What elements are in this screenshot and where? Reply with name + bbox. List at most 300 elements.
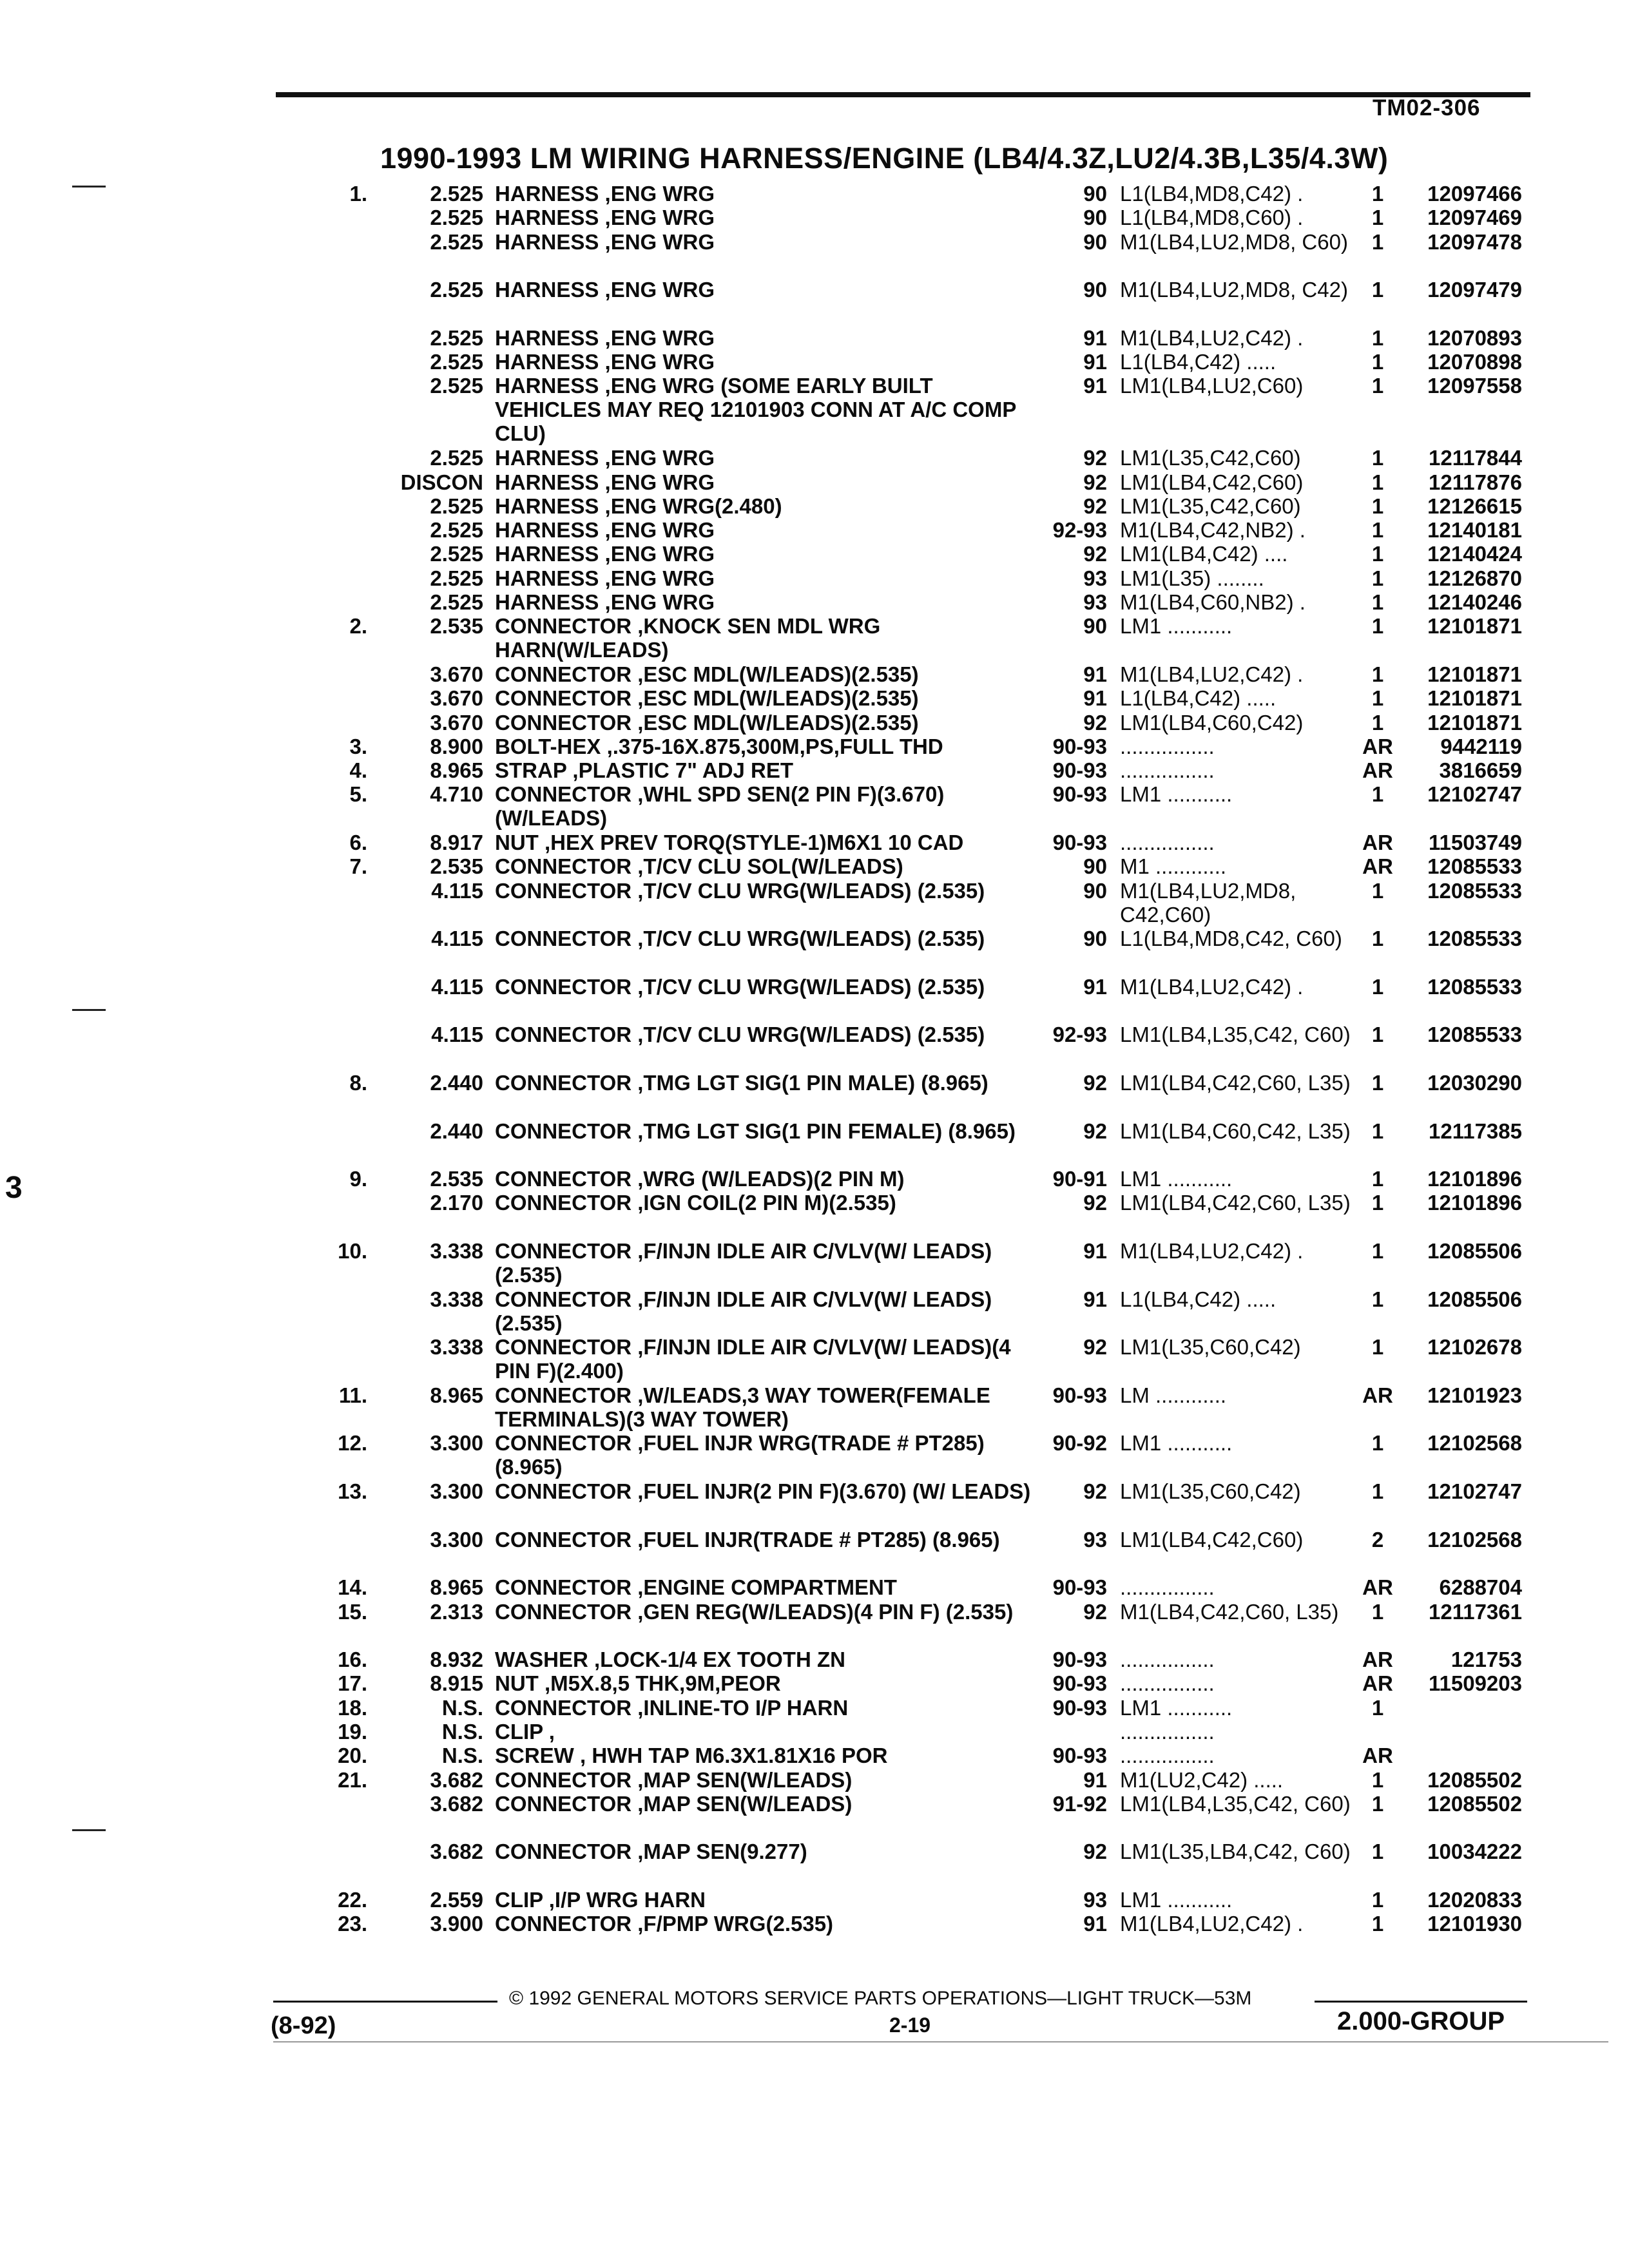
part-number: 12030290 — [1427, 1070, 1522, 1095]
model-usage: M1(LB4,LU2,C42) . — [1120, 1239, 1304, 1264]
part-description — [495, 590, 1043, 614]
group-number: 2.525 — [430, 590, 483, 615]
item-number: 2. — [349, 614, 367, 639]
header-rule — [276, 92, 1530, 97]
part-number: 12102568 — [1427, 1431, 1522, 1456]
part-description — [495, 711, 1043, 735]
part-detail: ,MAP SEN(W/LEADS) — [637, 1791, 853, 1816]
part-number: 12097466 — [1427, 182, 1522, 206]
table-row — [0, 831, 1629, 854]
model-year: 90-93 — [1052, 1744, 1107, 1768]
part-description — [495, 1600, 1043, 1624]
model-usage: M1(LB4,LU2,MD8, C42) — [1120, 278, 1348, 302]
model-usage: LM1(L35,C60,C42) — [1120, 1335, 1301, 1360]
part-description — [495, 1768, 1043, 1792]
model-year: 91 — [1083, 662, 1107, 686]
table-row — [0, 1600, 1629, 1648]
item-number: 13. — [338, 1479, 367, 1504]
model-year: 92 — [1083, 494, 1107, 518]
model-year: 90 — [1083, 878, 1107, 903]
model-year: 90-92 — [1052, 1431, 1107, 1456]
model-usage: LM1(L35,C42,C60) — [1120, 446, 1301, 470]
part-name: CONNECTOR — [495, 1287, 632, 1311]
part-name: HARNESS — [495, 206, 599, 230]
part-description — [495, 566, 1043, 590]
model-usage: ................ — [1120, 758, 1215, 783]
model-usage: L1(LB4,MD8,C60) . — [1120, 206, 1304, 230]
model-year: 91 — [1083, 350, 1107, 374]
table-row — [0, 1648, 1629, 1671]
model-year: 90-93 — [1052, 1383, 1107, 1407]
part-number: 12085506 — [1427, 1239, 1522, 1264]
part-description — [495, 542, 1043, 566]
part-name: CLIP — [495, 1888, 543, 1912]
quantity: 1 — [1371, 974, 1384, 999]
model-year: 91 — [1083, 974, 1107, 999]
model-usage: M1(LB4,LU2,C42) . — [1120, 974, 1304, 999]
quantity: 1 — [1371, 590, 1384, 615]
table-row — [0, 735, 1629, 758]
group-number: 4.710 — [430, 782, 483, 807]
table-row — [0, 1575, 1629, 1599]
model-usage: ................ — [1120, 1575, 1215, 1600]
model-usage: M1(LB4,LU2,MD8, C60) — [1120, 229, 1348, 254]
item-number: 18. — [338, 1695, 367, 1720]
model-year: 90 — [1083, 927, 1107, 951]
part-detail: ,KNOCK SEN MDL WRG HARN(W/LEADS) — [495, 614, 881, 662]
model-usage: L1(LB4,C42) ..... — [1120, 1287, 1277, 1311]
part-name: CONNECTOR — [495, 1431, 632, 1456]
part-description — [495, 1431, 1043, 1479]
part-name: CONNECTOR — [495, 1023, 632, 1047]
part-name: CONNECTOR — [495, 1070, 632, 1095]
part-description — [495, 1792, 1043, 1816]
quantity: 1 — [1371, 1023, 1384, 1047]
part-name: CONNECTOR — [495, 1575, 632, 1600]
group-number: 8.965 — [430, 758, 483, 783]
part-description — [495, 1888, 1043, 1912]
table-row — [0, 1671, 1629, 1695]
table-row — [0, 1768, 1629, 1792]
part-name: HARNESS — [495, 182, 599, 206]
part-name: CONNECTOR — [495, 782, 632, 807]
item-number: 19. — [338, 1720, 367, 1744]
table-row — [0, 1720, 1629, 1744]
model-usage: M1(LB4,LU2,C42) . — [1120, 1912, 1304, 1936]
part-detail: , HWH TAP M6.3X1.81X16 POR — [580, 1744, 888, 1768]
table-row — [0, 975, 1629, 1023]
quantity: 1 — [1371, 494, 1384, 518]
model-usage: M1(LB4,C42,NB2) . — [1120, 518, 1306, 543]
group-number: 2.525 — [430, 566, 483, 590]
part-detail: ,HEX PREV TORQ(STYLE-1)M6X1 10 CAD — [545, 831, 964, 855]
quantity: 1 — [1371, 542, 1384, 566]
part-detail: ,T/CV CLU WRG(W/LEADS) (2.535) — [637, 878, 985, 903]
group-number: 2.525 — [430, 518, 483, 543]
quantity: 1 — [1371, 1479, 1384, 1504]
table-row — [0, 590, 1629, 614]
part-description — [495, 518, 1043, 542]
quantity: 1 — [1371, 614, 1384, 639]
model-year: 93 — [1083, 1527, 1107, 1552]
group-number: 2.525 — [430, 374, 483, 398]
table-row — [0, 470, 1629, 494]
model-year: 91 — [1083, 374, 1107, 398]
model-usage: M1(LB4,LU2,C42) . — [1120, 325, 1304, 350]
part-name: CONNECTOR — [495, 1912, 632, 1936]
model-usage: M1(LB4,C60,NB2) . — [1120, 590, 1306, 615]
part-number: 12101871 — [1427, 662, 1522, 686]
group-number: 3.670 — [430, 662, 483, 686]
part-description — [495, 470, 1043, 494]
quantity: 1 — [1371, 662, 1384, 686]
part-description — [495, 1744, 1043, 1767]
part-number: 12117385 — [1428, 1119, 1522, 1143]
part-detail: ,ENG WRG — [604, 446, 715, 470]
model-year: 90-93 — [1052, 734, 1107, 758]
part-description — [495, 1840, 1043, 1863]
group-number: 3.338 — [430, 1335, 483, 1360]
group-number: 2.559 — [430, 1888, 483, 1912]
part-description — [495, 1239, 1043, 1287]
group-number: 8.900 — [430, 734, 483, 758]
quantity: 1 — [1371, 1840, 1384, 1864]
part-number: 12126615 — [1427, 494, 1522, 518]
part-description — [495, 614, 1043, 662]
model-usage: LM1 ........... — [1120, 1431, 1233, 1456]
model-usage: LM1(L35) ........ — [1120, 566, 1264, 590]
part-description — [495, 1191, 1043, 1215]
part-name: STRAP — [495, 758, 567, 783]
group-number: 2.313 — [430, 1599, 483, 1624]
part-number: 12101896 — [1427, 1167, 1522, 1191]
table-row — [0, 350, 1629, 374]
table-row — [0, 1239, 1629, 1287]
quantity: 1 — [1371, 1912, 1384, 1936]
part-description — [495, 854, 1043, 878]
revision-date: (8-92) — [271, 2012, 336, 2039]
group-number: 2.525 — [430, 229, 483, 254]
group-number: 4.115 — [431, 974, 483, 999]
table-row — [0, 662, 1629, 686]
model-usage: ................ — [1120, 1648, 1215, 1672]
part-description — [495, 1575, 1043, 1599]
part-name: CONNECTOR — [495, 1695, 632, 1720]
model-year: 93 — [1083, 1888, 1107, 1912]
part-description — [495, 1528, 1043, 1552]
quantity: 1 — [1371, 1599, 1384, 1624]
model-usage: LM1 ........... — [1120, 1888, 1233, 1912]
item-number: 3. — [349, 734, 367, 758]
part-name: CONNECTOR — [495, 1239, 632, 1264]
item-number: 23. — [338, 1912, 367, 1936]
model-year: 90-93 — [1052, 758, 1107, 783]
group-number: 3.338 — [430, 1287, 483, 1311]
part-number: 9442119 — [1440, 734, 1522, 758]
table-row — [0, 782, 1629, 831]
model-usage: L1(LB4,MD8,C42, C60) — [1120, 927, 1342, 951]
part-number: 11509203 — [1428, 1671, 1522, 1696]
quantity: AR — [1362, 734, 1393, 758]
part-description — [495, 206, 1043, 229]
quantity: 1 — [1371, 710, 1384, 735]
part-name: CONNECTOR — [495, 662, 632, 686]
part-name: HARNESS — [495, 374, 599, 398]
table-row — [0, 206, 1629, 229]
group-number: 3.300 — [430, 1479, 483, 1504]
model-usage: LM1 ........... — [1120, 1695, 1233, 1720]
part-description — [495, 374, 1043, 445]
table-row — [0, 326, 1629, 350]
quantity: AR — [1362, 758, 1393, 783]
part-name: CONNECTOR — [495, 854, 632, 879]
group-number: 3.682 — [430, 1791, 483, 1816]
table-row — [0, 614, 1629, 662]
item-number: 21. — [338, 1767, 367, 1792]
part-detail: ,T/CV CLU WRG(W/LEADS) (2.535) — [637, 927, 985, 951]
quantity: AR — [1362, 1671, 1393, 1696]
part-detail: ,GEN REG(W/LEADS)(4 PIN F) (2.535) — [637, 1599, 1014, 1624]
group-number: 2.525 — [430, 182, 483, 206]
part-name: HARNESS — [495, 229, 599, 254]
part-number: 12085533 — [1427, 1023, 1522, 1047]
part-description — [495, 1119, 1043, 1143]
part-number: 12085533 — [1427, 854, 1522, 879]
part-detail: ,F/PMP WRG(2.535) — [637, 1912, 834, 1936]
model-year: 90-93 — [1052, 1695, 1107, 1720]
part-detail: ,FUEL INJR(TRADE # PT285) (8.965) — [637, 1527, 1000, 1552]
part-name: WASHER — [495, 1648, 588, 1672]
model-year: 92 — [1083, 1070, 1107, 1095]
table-row — [0, 711, 1629, 735]
item-number: 14. — [338, 1575, 367, 1600]
table-row — [0, 1792, 1629, 1840]
part-description — [495, 1071, 1043, 1095]
part-number: 3816659 — [1439, 758, 1522, 783]
table-row — [0, 1840, 1629, 1888]
part-detail: ,MAP SEN(9.277) — [637, 1840, 807, 1864]
footer-bottom-rule — [273, 2041, 1608, 2042]
model-year: 92 — [1083, 470, 1107, 494]
footer-rule-left — [273, 2001, 497, 2003]
part-detail: ,TMG LGT SIG(1 PIN FEMALE) (8.965) — [637, 1119, 1016, 1143]
part-detail: ,ENG WRG — [604, 325, 715, 350]
part-description — [495, 782, 1043, 830]
part-description — [495, 1696, 1043, 1720]
model-year: 91 — [1083, 1912, 1107, 1936]
model-year: 90 — [1083, 854, 1107, 879]
table-row — [0, 1744, 1629, 1767]
part-number: 10034222 — [1427, 1840, 1522, 1864]
part-name: NUT — [495, 831, 539, 855]
part-name: NUT — [495, 1671, 539, 1696]
model-year: 91-92 — [1052, 1791, 1107, 1816]
part-description — [495, 1383, 1043, 1431]
item-number: 11. — [338, 1383, 367, 1407]
quantity: AR — [1362, 1383, 1393, 1407]
group-number: 2.525 — [430, 542, 483, 566]
part-description — [495, 1479, 1043, 1503]
part-description — [495, 758, 1043, 782]
part-detail: ,IGN COIL(2 PIN M)(2.535) — [637, 1191, 896, 1215]
item-number: 12. — [338, 1431, 367, 1456]
part-description — [495, 1648, 1043, 1671]
quantity: 1 — [1371, 1767, 1384, 1792]
part-name: CLIP — [495, 1720, 543, 1744]
model-usage: L1(LB4,MD8,C42) . — [1120, 182, 1304, 206]
footer-rule-right — [1315, 2001, 1527, 2003]
part-name: CONNECTOR — [495, 614, 632, 639]
part-description — [495, 975, 1043, 999]
model-year: 90 — [1083, 229, 1107, 254]
part-number: 12101930 — [1427, 1912, 1522, 1936]
part-name: CONNECTOR — [495, 1767, 632, 1792]
model-usage: ................ — [1120, 831, 1215, 855]
table-row — [0, 518, 1629, 542]
part-name: CONNECTOR — [495, 1791, 632, 1816]
quantity: 1 — [1371, 686, 1384, 711]
quantity: 1 — [1371, 1335, 1384, 1360]
part-number: 12070898 — [1427, 350, 1522, 374]
part-name: HARNESS — [495, 518, 599, 543]
margin-brace: 3 — [5, 1171, 23, 1205]
model-year: 92 — [1083, 710, 1107, 735]
part-description — [495, 350, 1043, 374]
quantity: AR — [1362, 1648, 1393, 1672]
group-number: 8.965 — [430, 1383, 483, 1407]
part-detail: ,ESC MDL(W/LEADS)(2.535) — [637, 710, 919, 735]
part-number: 12020833 — [1427, 1888, 1522, 1912]
part-number: 121753 — [1451, 1648, 1522, 1672]
model-usage: L1(LB4,C42) ..... — [1120, 686, 1277, 711]
group-number: 2.170 — [430, 1191, 483, 1215]
part-number: 12101871 — [1427, 614, 1522, 639]
part-number: 12126870 — [1427, 566, 1522, 590]
table-row — [0, 1335, 1629, 1383]
model-usage: LM1(LB4,L35,C42, C60) — [1120, 1791, 1351, 1816]
part-name: SCREW — [495, 1744, 574, 1768]
part-name: CONNECTOR — [495, 1479, 632, 1504]
model-usage: LM1(LB4,C60,C42) — [1120, 710, 1304, 735]
group-number: 2.440 — [430, 1119, 483, 1143]
part-description — [495, 879, 1043, 903]
part-number: 12101896 — [1427, 1191, 1522, 1215]
part-number: 12101871 — [1427, 686, 1522, 711]
part-description — [495, 1335, 1043, 1383]
part-detail: ,T/CV CLU WRG(W/LEADS) (2.535) — [637, 1023, 985, 1047]
part-detail: ,LOCK-1/4 EX TOOTH ZN — [594, 1648, 845, 1672]
part-detail: ,ENG WRG — [604, 518, 715, 543]
quantity: 1 — [1371, 1167, 1384, 1191]
table-row — [0, 446, 1629, 470]
part-name: CONNECTOR — [495, 1840, 632, 1864]
model-year: 92 — [1083, 542, 1107, 566]
part-name: CONNECTOR — [495, 1119, 632, 1143]
item-number: 8. — [349, 1070, 367, 1095]
part-name: CONNECTOR — [495, 1191, 632, 1215]
model-usage: L1(LB4,C42) ..... — [1120, 350, 1277, 374]
part-name: HARNESS — [495, 566, 599, 590]
table-row — [0, 494, 1629, 518]
part-detail: ,ENG WRG(2.480) — [604, 494, 782, 518]
group-number: 8.915 — [430, 1671, 483, 1696]
part-number: 12101923 — [1427, 1383, 1522, 1407]
quantity: AR — [1362, 854, 1393, 879]
part-description — [495, 1167, 1043, 1191]
table-row — [0, 854, 1629, 878]
part-description — [495, 326, 1043, 350]
quantity: 1 — [1371, 1119, 1384, 1143]
group-number: 2.525 — [430, 446, 483, 470]
part-detail: ,ENG WRG — [604, 590, 715, 615]
part-number: 12140246 — [1427, 590, 1522, 615]
part-detail: ,F/INJN IDLE AIR C/VLV(W/ LEADS)(4 PIN F)(2.400) — [495, 1335, 1011, 1383]
quantity: 1 — [1371, 278, 1384, 302]
model-year: 92 — [1083, 1599, 1107, 1624]
part-detail: ,ENG WRG (SOME EARLY BUILT VEHICLES MAY REQ 12101903 CONN AT A/C COMP CLU) — [495, 374, 1016, 446]
part-detail: ,ENG WRG — [604, 229, 715, 254]
part-detail: ,FUEL INJR(2 PIN F)(3.670) (W/ LEADS) — [637, 1479, 1031, 1504]
part-description — [495, 230, 1043, 254]
part-description — [495, 686, 1043, 710]
part-number: 12140424 — [1427, 542, 1522, 566]
table-row — [0, 542, 1629, 566]
part-detail: ,MAP SEN(W/LEADS) — [637, 1767, 853, 1792]
model-usage: M1(LU2,C42) ..... — [1120, 1767, 1284, 1792]
table-row — [0, 927, 1629, 975]
model-year: 90 — [1083, 182, 1107, 206]
table-row — [0, 1888, 1629, 1912]
table-row — [0, 182, 1629, 206]
part-name: HARNESS — [495, 325, 599, 350]
model-year: 92-93 — [1052, 518, 1107, 543]
item-number: 20. — [338, 1744, 367, 1768]
part-detail: ,F/INJN IDLE AIR C/VLV(W/ LEADS)(2.535) — [495, 1287, 992, 1335]
table-row — [0, 1071, 1629, 1119]
item-number: 7. — [349, 854, 367, 879]
group-number: 3.670 — [430, 686, 483, 711]
group-number: 3.682 — [430, 1767, 483, 1792]
quantity: 1 — [1371, 470, 1384, 494]
group-number: 2.525 — [430, 350, 483, 374]
part-description — [495, 182, 1043, 206]
group-number: 3.670 — [430, 710, 483, 735]
group-number: 3.300 — [430, 1527, 483, 1552]
part-description — [495, 446, 1043, 470]
quantity: 1 — [1371, 1070, 1384, 1095]
table-row — [0, 566, 1629, 590]
model-usage: ................ — [1120, 734, 1215, 758]
model-year: 90-93 — [1052, 1671, 1107, 1696]
part-number: 12117876 — [1428, 470, 1522, 494]
copyright-text: © 1992 GENERAL MOTORS SERVICE PARTS OPERATIONS—LIGHT TRUCK—53M — [509, 1988, 1252, 2009]
group-number: 3.338 — [430, 1239, 483, 1264]
part-number: 11503749 — [1428, 831, 1522, 855]
quantity: 2 — [1371, 1527, 1384, 1552]
table-row — [0, 278, 1629, 326]
item-number: 22. — [338, 1888, 367, 1912]
model-year: 90-91 — [1052, 1167, 1107, 1191]
part-number: 12140181 — [1427, 518, 1522, 543]
model-year: 92-93 — [1052, 1023, 1107, 1047]
group-number: N.S. — [441, 1744, 483, 1768]
quantity: 1 — [1371, 229, 1384, 254]
item-number: 16. — [338, 1648, 367, 1672]
part-detail: ,PLASTIC 7" ADJ RET — [572, 758, 794, 783]
group-number: 3.682 — [430, 1840, 483, 1864]
quantity: 1 — [1371, 1287, 1384, 1311]
part-number: 12102747 — [1427, 1479, 1522, 1504]
